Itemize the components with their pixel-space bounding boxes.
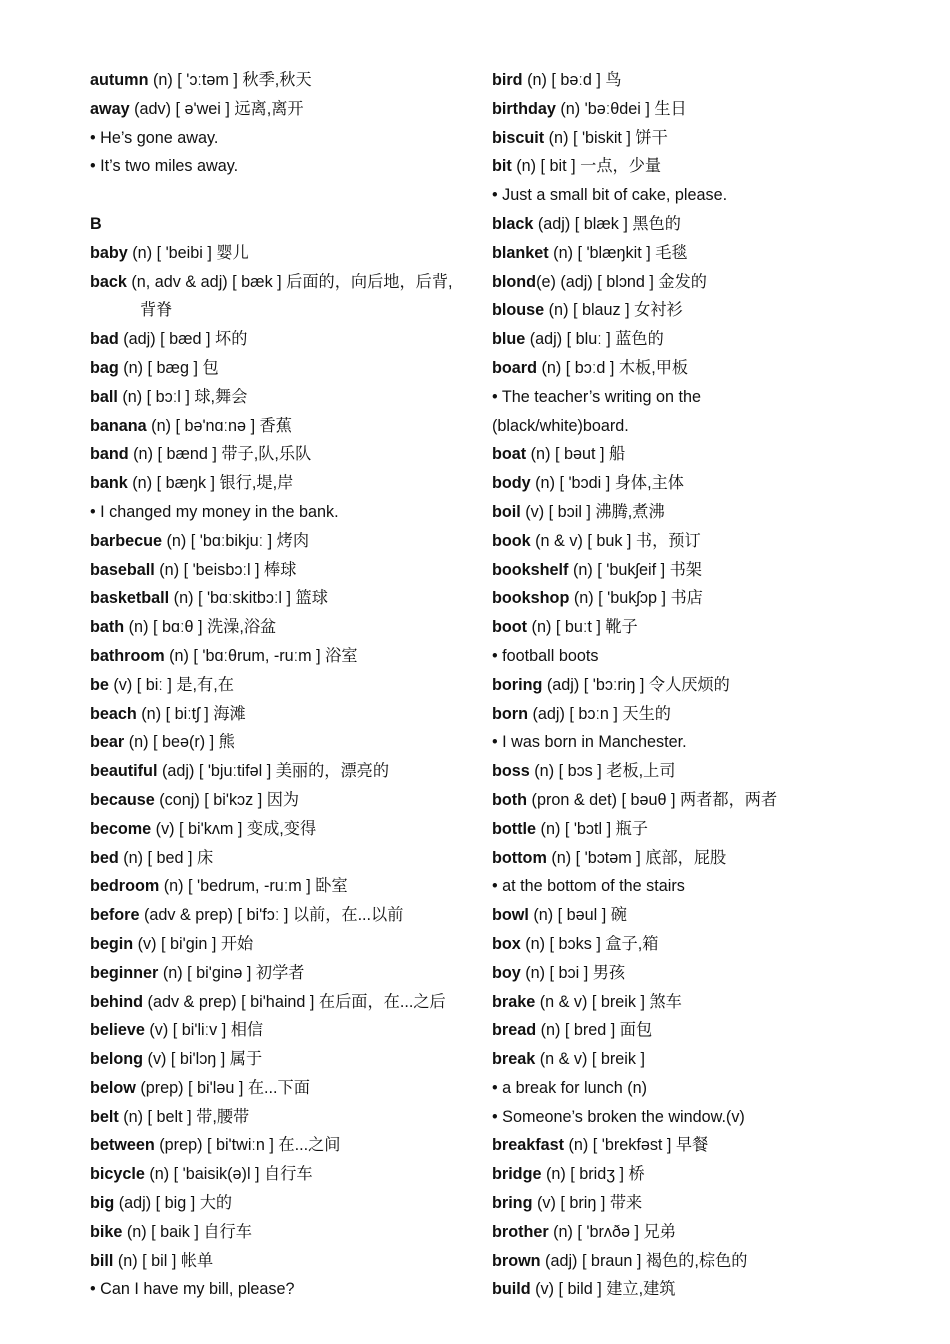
headword: bit	[492, 157, 512, 176]
entry-definition: (n) [ bæŋk ] 银行,堤,岸	[127, 474, 294, 493]
entry-definition: (n) [ biːtʃ ] 海滩	[136, 704, 246, 723]
dictionary-entry	[492, 1131, 912, 1160]
entry-definition: (n) [ 'bukʃeif ] 书架	[568, 560, 702, 579]
entry-definition: (n) [ bed ] 床	[118, 848, 214, 867]
dictionary-entry	[90, 872, 470, 901]
entry-definition: (n) [ bil ] 帐单	[113, 1251, 214, 1270]
dictionary-entry	[492, 815, 912, 844]
headword: brother	[492, 1222, 549, 1241]
headword: become	[90, 819, 152, 838]
headword: belt	[90, 1107, 119, 1126]
dictionary-entry	[492, 210, 912, 239]
entry-definition: (n) [ buːt ] 靴子	[527, 618, 638, 637]
entry-definition: (e) (adj) [ blɔnd ] 金发的	[536, 272, 707, 291]
headword: bath	[90, 618, 125, 637]
headword: below	[90, 1078, 136, 1097]
entry-definition: (n & v) [ breik ]	[535, 1050, 645, 1069]
headword: away	[90, 99, 130, 118]
entry-definition: (n) [ 'brekfəst ] 早餐	[563, 1136, 709, 1155]
entry-definition: (n) [ blauz ] 女衬衫	[544, 301, 683, 320]
dictionary-entry	[492, 354, 912, 383]
headword: baseball	[90, 560, 155, 579]
dictionary-entry	[90, 440, 470, 469]
headword: between	[90, 1136, 155, 1155]
entry-definition: (n) [ bæg ] 包	[118, 358, 219, 377]
dictionary-entry	[492, 469, 912, 498]
headword: bookshop	[492, 589, 570, 608]
dictionary-entry	[492, 901, 912, 930]
entry-definition-continued: 背脊	[140, 301, 173, 320]
headword: bag	[90, 358, 119, 377]
headword: boot	[492, 618, 528, 637]
entry-definition: (prep) [ bi'twiːn ] 在...之间	[154, 1136, 341, 1155]
entry-definition: (adj) [ braun ] 褐色的,棕色的	[540, 1251, 748, 1270]
headword: book	[492, 531, 531, 550]
entry-definition: (n) [ 'bukʃɔp ] 书店	[569, 589, 703, 608]
headword: blond	[492, 272, 537, 291]
dictionary-entry	[90, 412, 470, 441]
entry-definition: (n) [ bit ] 一点，少量	[511, 157, 662, 176]
dictionary-entry	[90, 757, 470, 786]
entry-definition: (n) [ 'brʌðə ] 兄弟	[548, 1222, 676, 1241]
headword: bowl	[492, 906, 529, 925]
headword: bread	[492, 1021, 537, 1040]
dictionary-entry	[492, 671, 912, 700]
entry-definition: (adv) [ ə'wei ] 远离,离开	[129, 99, 304, 118]
headword: because	[90, 790, 155, 809]
dictionary-entry	[492, 498, 912, 527]
headword: bank	[90, 474, 128, 493]
dictionary-entry	[90, 1160, 470, 1189]
headword: bathroom	[90, 646, 165, 665]
dictionary-entry	[90, 642, 470, 671]
right-column	[492, 66, 912, 1304]
dictionary-entry	[492, 440, 912, 469]
headword: boss	[492, 762, 530, 781]
headword: behind	[90, 992, 144, 1011]
entry-definition: (pron & det) [ bəuθ ] 两者都，两者	[527, 790, 778, 809]
headword: barbecue	[90, 531, 162, 550]
entry-definition: (n) [ belt ] 带,腰带	[118, 1107, 250, 1126]
headword: blanket	[492, 243, 549, 262]
dictionary-entry	[90, 728, 470, 757]
dictionary-entry	[492, 1275, 912, 1304]
entry-definition: (n & v) [ buk ] 书，预订	[530, 531, 701, 550]
dictionary-entry	[90, 383, 470, 412]
dictionary-entry	[492, 786, 912, 815]
headword: bottom	[492, 848, 547, 867]
dictionary-entry	[90, 613, 470, 642]
headword: birthday	[492, 99, 556, 118]
dictionary-entry	[90, 1074, 470, 1103]
example-sentence: • The teacher’s writing on the	[492, 387, 702, 406]
entry-definition: (n) [ bəul ] 碗	[528, 906, 627, 925]
headword: biscuit	[492, 128, 545, 147]
dictionary-entry	[90, 95, 470, 124]
headword: board	[492, 358, 537, 377]
entry-definition: (n) [ bɔs ] 老板,上司	[529, 762, 676, 781]
entry-definition: (adj) [ bæd ] 坏的	[118, 330, 248, 349]
dictionary-entry	[492, 527, 912, 556]
entry-definition: (n) [ 'beibi ] 婴儿	[127, 243, 249, 262]
headword: be	[90, 675, 109, 694]
headword: bicycle	[90, 1165, 145, 1184]
dictionary-entry	[90, 901, 470, 930]
headword: bottle	[492, 819, 537, 838]
dictionary-entry	[492, 1160, 912, 1189]
dictionary-entry	[492, 1016, 912, 1045]
dictionary-entry	[90, 354, 470, 383]
dictionary-entry	[492, 1247, 912, 1276]
entry-definition: (adj) [ 'bɔːriŋ ] 令人厌烦的	[542, 675, 730, 694]
headword: breakfast	[492, 1136, 564, 1155]
example-sentence: • I was born in Manchester.	[492, 733, 687, 752]
headword: baby	[90, 243, 128, 262]
example-sentence: (black/white)board.	[492, 416, 629, 435]
entry-definition: (n) [ 'bɔdi ] 身体,主体	[530, 474, 684, 493]
entry-definition: (adj) [ 'bjuːtifəl ] 美丽的，漂亮的	[157, 762, 390, 781]
headword: bedroom	[90, 877, 160, 896]
dictionary-entry	[90, 556, 470, 585]
headword: boil	[492, 502, 521, 521]
entry-definition: (adv & prep) [ bi'haind ] 在后面，在...之后	[143, 992, 446, 1011]
headword: black	[492, 214, 534, 233]
headword: beginner	[90, 963, 159, 982]
headword: bird	[492, 71, 523, 89]
dictionary-entry	[90, 325, 470, 354]
entry-definition: (n) [ 'bɑːskitbɔːl ] 篮球	[169, 589, 328, 608]
dictionary-entry	[90, 1103, 470, 1132]
example-sentence: • Just a small bit of cake, please.	[492, 186, 728, 205]
entry-definition: (n) [ bəut ] 船	[526, 445, 626, 464]
headword: bill	[90, 1251, 114, 1270]
headword: ball	[90, 387, 118, 406]
entry-definition: (n) [ bi'ginə ] 初学者	[158, 963, 305, 982]
entry-definition: (v) [ bi'gin ] 开始	[133, 934, 254, 953]
headword: autumn	[90, 71, 149, 89]
entry-definition: (n) [ bɑːθ ] 洗澡,浴盆	[124, 618, 277, 637]
headword: bear	[90, 733, 125, 752]
headword: back	[90, 272, 127, 291]
dictionary-entry	[90, 1218, 470, 1247]
headword: before	[90, 906, 140, 925]
dictionary-entry	[492, 988, 912, 1017]
headword: believe	[90, 1021, 145, 1040]
example-sentence: • Someone’s broken the window.(v)	[492, 1107, 745, 1126]
dictionary-entry	[90, 1016, 470, 1045]
entry-definition: (n) [ bɔks ] 盒子,箱	[520, 934, 659, 953]
headword: bed	[90, 848, 119, 867]
dictionary-entry	[492, 124, 912, 153]
dictionary-entry	[90, 930, 470, 959]
dictionary-entry	[492, 1218, 912, 1247]
dictionary-entry	[492, 239, 912, 268]
headword: bridge	[492, 1165, 542, 1184]
dictionary-entry	[90, 988, 470, 1017]
example-sentence: • It’s two miles away.	[90, 157, 239, 176]
entry-definition: (n) [ 'bɑːθrum, -ruːm ] 浴室	[164, 646, 358, 665]
entry-definition: (n, adv & adj) [ bæk ] 后面的，向后地，后背,	[126, 272, 453, 291]
dictionary-entry	[90, 527, 470, 556]
entry-definition: (v) [ bi'kʌm ] 变成,变得	[151, 819, 317, 838]
entry-definition: (n) [ 'beisbɔːl ] 棒球	[154, 560, 297, 579]
example-sentence: • Can I have my bill, please?	[90, 1280, 295, 1299]
dictionary-entry	[90, 1131, 470, 1160]
entry-definition: (adj) [ big ] 大的	[114, 1194, 233, 1213]
dictionary-entry	[90, 469, 470, 498]
example-sentence: • He’s gone away.	[90, 128, 219, 147]
headword: boy	[492, 963, 521, 982]
entry-definition: (v) [ briŋ ] 带来	[532, 1194, 643, 1213]
headword: break	[492, 1050, 536, 1069]
example-sentence: • football boots	[492, 646, 599, 665]
left-column	[90, 66, 470, 1304]
entry-definition: (n) [ 'blæŋkit ] 毛毯	[548, 243, 688, 262]
entry-definition: (n) [ bænd ] 带子,队,乐队	[128, 445, 312, 464]
blank-line	[90, 181, 470, 210]
entry-definition: (n) [ bɔi ] 男孩	[520, 963, 626, 982]
entry-definition: (n) [ bə'nɑːnə ] 香蕉	[146, 416, 292, 435]
entry-definition: (conj) [ bi'kɔz ] 因为	[154, 790, 300, 809]
dictionary-entry	[492, 325, 912, 354]
dictionary-entry	[492, 930, 912, 959]
entry-definition: (n) [ bɔːd ] 木板,甲板	[536, 358, 689, 377]
entry-definition: (n) [ 'bɑːbikjuː ] 烤肉	[161, 531, 310, 550]
entry-definition: (n) [ 'ɔːtəm ] 秋季,秋天	[148, 71, 312, 89]
dictionary-entry	[492, 613, 912, 642]
entry-definition: (v) [ bild ] 建立,建筑	[530, 1280, 676, 1299]
dictionary-entry	[90, 239, 470, 268]
headword: banana	[90, 416, 147, 435]
headword: bookshelf	[492, 560, 569, 579]
entry-definition: (n) 'bəːθdei ] 生日	[555, 99, 687, 118]
entry-definition: (n) [ bred ] 面包	[536, 1021, 653, 1040]
entry-definition: (n) [ 'biskit ] 饼干	[544, 128, 668, 147]
dictionary-entry	[492, 1045, 912, 1074]
entry-definition: (v) [ bi'lɔŋ ] 属于	[143, 1050, 263, 1069]
headword: brown	[492, 1251, 541, 1270]
entry-definition: (v) [ bi'liːv ] 相信	[144, 1021, 264, 1040]
dictionary-entry	[90, 584, 470, 613]
headword: blue	[492, 330, 526, 349]
headword: basketball	[90, 589, 170, 608]
entry-definition: (n) [ bɔːl ] 球,舞会	[117, 387, 248, 406]
entry-definition: (v) [ bɔil ] 沸腾,煮沸	[520, 502, 665, 521]
dictionary-entry	[90, 1189, 470, 1218]
headword: bike	[90, 1222, 123, 1241]
headword: band	[90, 445, 129, 464]
entry-definition: (n) [ bridʒ ] 桥	[541, 1165, 645, 1184]
example-sentence: • a break for lunch (n)	[492, 1078, 648, 1097]
dictionary-entry	[90, 700, 470, 729]
dictionary-entry	[492, 700, 912, 729]
entry-definition: (n & v) [ breik ] 煞车	[535, 992, 682, 1011]
headword: blouse	[492, 301, 545, 320]
dictionary-entry	[492, 844, 912, 873]
example-sentence: • I changed my money in the bank.	[90, 502, 339, 521]
dictionary-entry	[90, 268, 470, 326]
headword: begin	[90, 934, 134, 953]
dictionary-entry	[492, 959, 912, 988]
headword: boring	[492, 675, 543, 694]
entry-definition: (adj) [ bɔːn ] 天生的	[527, 704, 671, 723]
entry-definition: (n) [ 'bɔtl ] 瓶子	[536, 819, 648, 838]
headword: both	[492, 790, 528, 809]
dictionary-entry	[90, 671, 470, 700]
headword: born	[492, 704, 528, 723]
entry-definition: (prep) [ bi'ləu ] 在...下面	[135, 1078, 310, 1097]
example-sentence: • at the bottom of the stairs	[492, 877, 685, 896]
dictionary-entry	[90, 66, 470, 95]
dictionary-entry	[492, 296, 912, 325]
dictionary-entry	[492, 757, 912, 786]
section-heading: B	[90, 214, 102, 233]
entry-definition: (n) [ 'baisik(ə)l ] 自行车	[144, 1165, 313, 1184]
dictionary-entry	[492, 268, 912, 297]
dictionary-entry	[90, 844, 470, 873]
dictionary-entry	[90, 1045, 470, 1074]
entry-definition: (n) [ 'bedrum, -ruːm ] 卧室	[159, 877, 348, 896]
headword: big	[90, 1194, 115, 1213]
dictionary-entry	[90, 1247, 470, 1276]
entry-definition: (v) [ biː ] 是,有,在	[108, 675, 234, 694]
entry-definition: (n) [ bəːd ] 鸟	[522, 71, 622, 89]
headword: beach	[90, 704, 137, 723]
headword: belong	[90, 1050, 144, 1069]
entry-definition: (adv & prep) [ bi'fɔː ] 以前，在...以前	[139, 906, 404, 925]
headword: boat	[492, 445, 527, 464]
headword: bad	[90, 330, 119, 349]
entry-definition: (adj) [ blæk ] 黑色的	[533, 214, 681, 233]
dictionary-entry	[90, 786, 470, 815]
entry-definition: (n) [ baik ] 自行车	[122, 1222, 252, 1241]
dictionary-entry	[492, 1189, 912, 1218]
dictionary-entry	[90, 959, 470, 988]
entry-definition: (n) [ beə(r) ] 熊	[124, 733, 235, 752]
dictionary-entry	[90, 815, 470, 844]
headword: build	[492, 1280, 531, 1299]
headword: box	[492, 934, 521, 953]
headword: brake	[492, 992, 536, 1011]
dictionary-entry	[492, 584, 912, 613]
dictionary-entry	[492, 95, 912, 124]
dictionary-entry	[492, 152, 912, 181]
entry-definition: (n) [ 'bɔtəm ] 底部，屁股	[546, 848, 727, 867]
dictionary-entry	[492, 66, 912, 95]
entry-definition: (adj) [ bluː ] 蓝色的	[525, 330, 664, 349]
headword: beautiful	[90, 762, 158, 781]
headword: bring	[492, 1194, 533, 1213]
dictionary-entry	[492, 556, 912, 585]
headword: body	[492, 474, 531, 493]
